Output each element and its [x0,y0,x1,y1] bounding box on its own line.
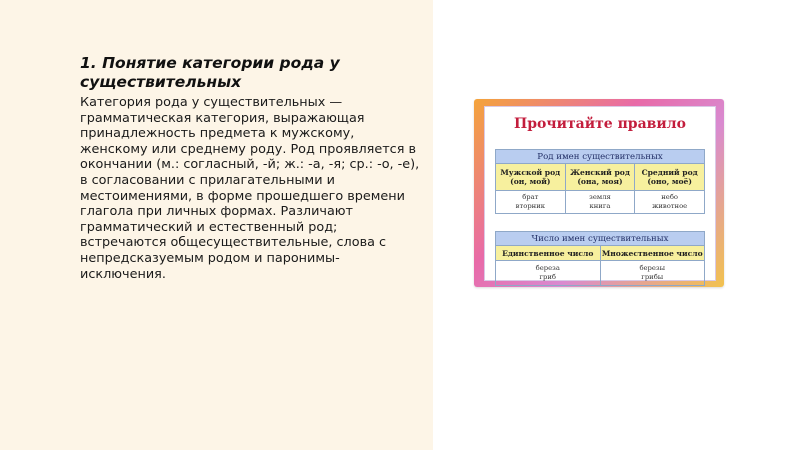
slide-body-text: Категория рода у существительных — грамматическая категория, выражающая принадлежность предмета к мужскому, женскому или среднему роду. Род проявляется в окончании (м.: согласный, -й; ж.: -а, -я; ср.: -о, -е), в согласовании с прилагательными и местоимениями, в форме прошедшего времени глагола при личных формах. Различают грамматический и естественный род; встречаются общесуществительные, слова с непредсказуемым родом и паронимы-исключения. [80,95,420,282]
rule-heading: Прочитайте правило [514,116,686,132]
plural-examples: березы грибы [600,261,705,286]
slide-title: 1. Понятие категории рода у существительных [80,54,340,91]
rule-card-inner [484,106,716,281]
plural-header: Множественное число [600,246,705,261]
neuter-header: Средний род (оно, моё) [635,164,705,191]
singular-header: Единственное число [496,246,601,261]
gender-table-band: Род имен существительных [496,150,705,164]
feminine-header: Женский род (она, моя) [565,164,635,191]
feminine-examples: земля книга [565,191,635,214]
rule-image [474,99,724,287]
gender-table [495,149,705,214]
singular-examples: береза гриб [496,261,601,286]
masculine-examples: брат вторник [496,191,566,214]
number-table-band: Число имен существительных [496,232,705,246]
number-table [495,231,705,286]
masculine-header: Мужской род (он, мой) [496,164,566,191]
neuter-examples: небо животное [635,191,705,214]
